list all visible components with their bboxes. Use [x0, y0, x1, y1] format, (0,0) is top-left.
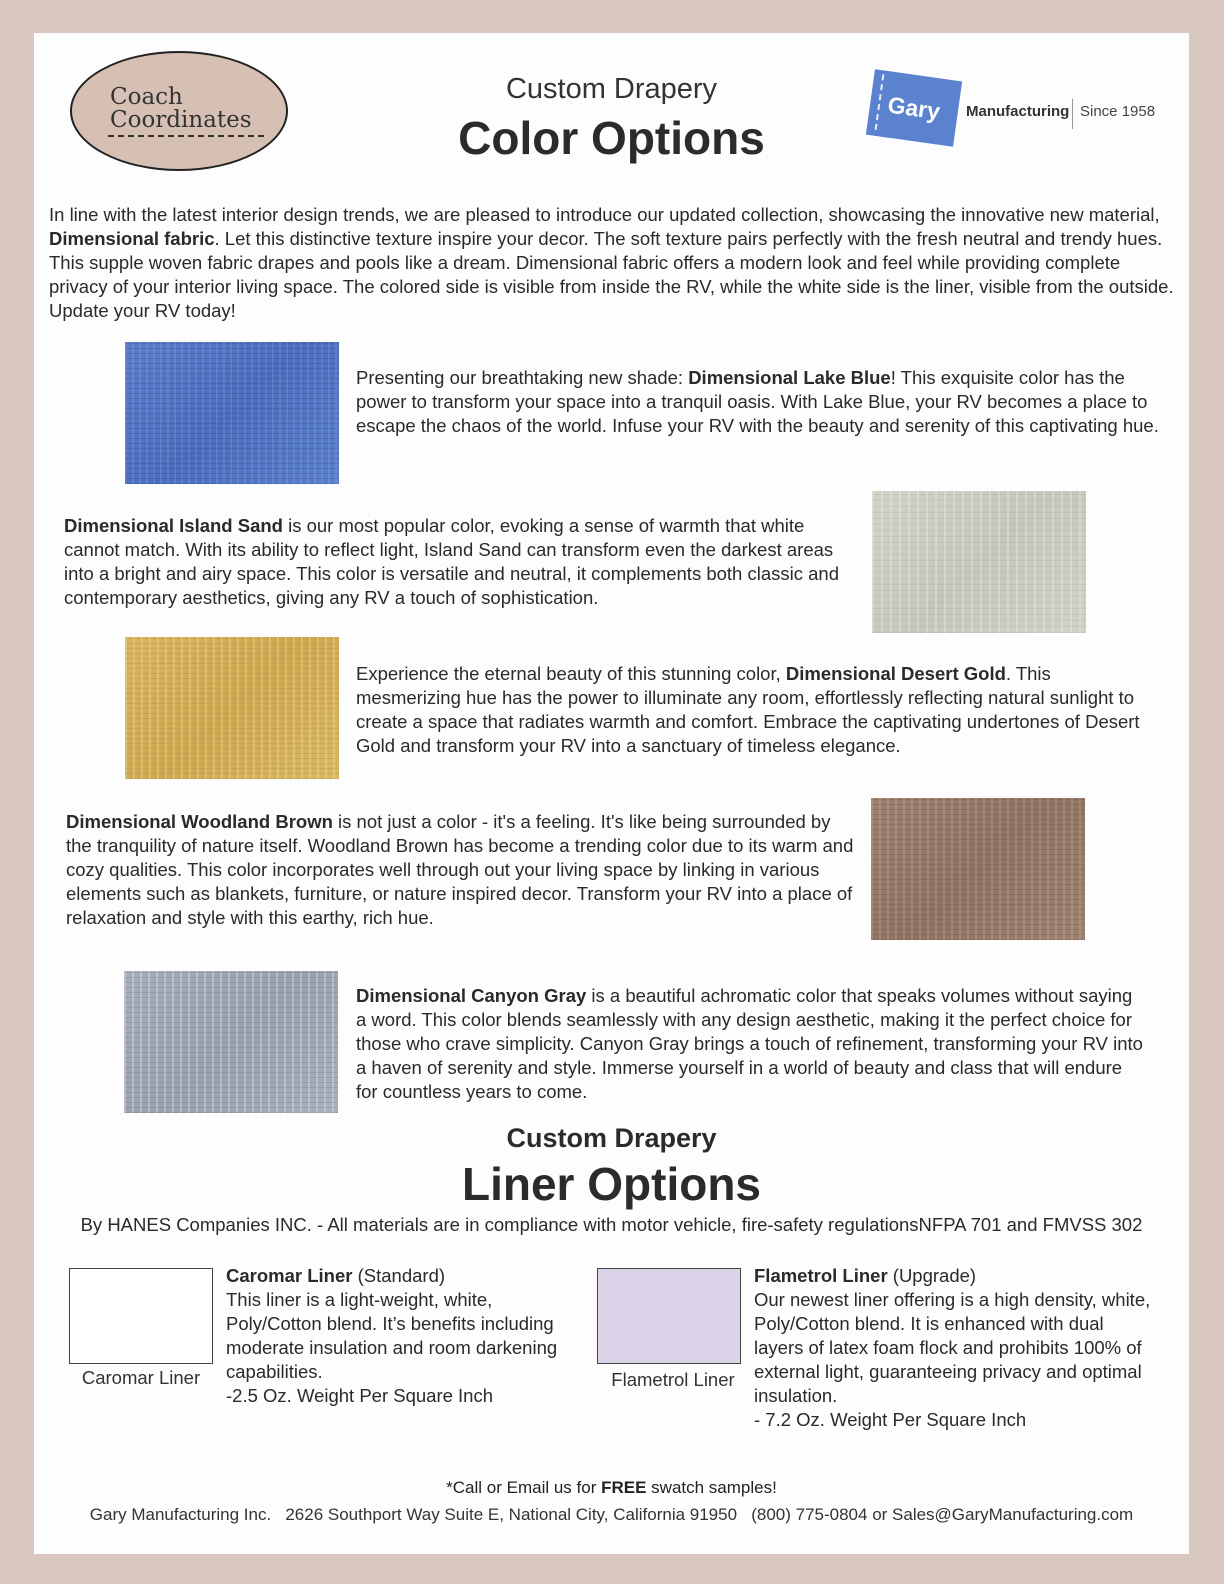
- footer-address: Gary Manufacturing Inc. 2626 Southport Way Suite E, National City, California 91950 (800) 775-0804 or Sales@GaryManufacturing.com: [89, 1505, 1134, 1524]
- liner-desc-text: Our newest liner offering is a high density, white, Poly/Cotton blend. It is enhanced with dual layers of latex foam flock and prohibits 100% of external light, guaranteeing privacy and optimal insulation.: [754, 1289, 1151, 1406]
- lake-blue-swatch: [125, 342, 339, 484]
- intro-paragraph: [49, 203, 1179, 323]
- intro-text-after: . Let this distinctive texture inspire your decor. The soft texture pairs perfectly with the fresh neutral and trendy hues. This supple woven fabric drapes and pools like a dream. Dimensional fabric offers a modern look and feel while providing complete privacy of your interior living space. The colored side is visible from inside the RV, while the white side is the liner, visible from the outside. Update your RV today!: [49, 228, 1174, 321]
- color-text: Presenting our breathtaking new shade:: [356, 367, 689, 388]
- caromar-liner-swatch: [69, 1268, 213, 1364]
- color-text: ! This exquisite color has the power to transform your space into a tranquil oasis. With Lake Blue, your RV becomes a place to escape the chaos of the world. Infuse your RV with the beauty and serenity of this captivating hue.: [356, 367, 1159, 436]
- caromar-liner-caption: Caromar Liner: [81, 1367, 201, 1388]
- flametrol-liner-swatch: [597, 1268, 741, 1364]
- logo-line-1: Coach: [110, 84, 183, 110]
- note-text: *Call or Email us for: [446, 1478, 602, 1497]
- flametrol-liner-description: [754, 1264, 1154, 1432]
- liner-heading: [754, 1264, 1154, 1288]
- gary-manufacturing-logo: [870, 75, 1170, 147]
- liner-weight: - 7.2 Oz. Weight Per Square Inch: [754, 1409, 1027, 1430]
- island-sand-description: [64, 514, 854, 610]
- liner-tier: (Standard): [352, 1265, 446, 1286]
- gary-logo-text: Gary: [886, 90, 942, 125]
- color-name: Dimensional Lake Blue: [688, 367, 891, 388]
- document-page: [34, 33, 1189, 1554]
- note-text: swatch samples!: [646, 1478, 777, 1497]
- page-title: Color Options: [458, 112, 765, 164]
- brand-word: Manufacturing: [966, 103, 1070, 120]
- liner-heading: [226, 1264, 591, 1288]
- compliance-note: By HANES Companies INC. - All materials are in compliance with motor vehicle, fire-safety regulationsNFPA 701 and FMVSS 302: [80, 1214, 1143, 1235]
- color-name: Dimensional Canyon Gray: [356, 985, 587, 1006]
- canyon-gray-description: [356, 984, 1146, 1104]
- color-name: Dimensional Woodland Brown: [66, 811, 333, 832]
- island-sand-swatch: [872, 491, 1086, 633]
- flametrol-liner-caption: Flametrol Liner: [611, 1369, 735, 1390]
- brand-divider: [1072, 99, 1073, 129]
- color-text: Experience the eternal beauty of this stunning color,: [356, 663, 786, 684]
- note-bold: FREE: [601, 1478, 647, 1497]
- gary-logo-box: [866, 69, 962, 147]
- liner-name: Flametrol Liner: [754, 1265, 888, 1286]
- free-swatch-note: [34, 1478, 1189, 1498]
- lake-blue-description: [356, 366, 1166, 438]
- canyon-gray-swatch: [124, 971, 338, 1113]
- desert-gold-description: [356, 662, 1146, 758]
- color-name: Dimensional Island Sand: [64, 515, 283, 536]
- intro-bold: Dimensional fabric: [49, 228, 215, 249]
- brand-since: Since 1958: [1080, 103, 1156, 120]
- liner-weight: -2.5 Oz. Weight Per Square Inch: [226, 1385, 494, 1406]
- liner-tier: (Upgrade): [887, 1265, 977, 1286]
- liner-title: Liner Options: [462, 1158, 761, 1210]
- page-subtitle: Custom Drapery: [505, 73, 718, 105]
- logo-line-2: Coordinates: [110, 107, 252, 133]
- color-text: . This mesmerizing hue has the power to illuminate any room, effortlessly reflecting natural sunlight to create a space that radiates warmth and comfort. Embrace the captivating undertones of Desert Gold and transform your RV into a sanctuary of timeless elegance.: [356, 663, 1140, 756]
- intro-text-before: In line with the latest interior design trends, we are pleased to introduce our updated collection, showcasing the innovative new material,: [49, 204, 1160, 225]
- color-text: is not just a color - it's a feeling. It's like being surrounded by the tranquility of nature itself. Woodland Brown has become a trending color due to its warm and cozy qualities. This color incorporates well through out your living space by linking in various elements such as blankets, furniture, or nature inspired decor. Transform your RV into a place of relaxation and style with this earthy, rich hue.: [66, 811, 854, 928]
- liner-desc-text: This liner is a light-weight, white, Poly/Cotton blend. It’s benefits including moderate insulation and room darkening capabilities.: [226, 1289, 558, 1382]
- desert-gold-swatch: [125, 637, 339, 779]
- color-text: is a beautiful achromatic color that speaks volumes without saying a word. This color blends seamlessly with any design aesthetic, making it the perfect choice for those who crave simplicity. Canyon Gray brings a touch of refinement, transforming your RV into a haven of serenity and style. Immerse yourself in a world of beauty and class that will endure for countless years to come.: [356, 985, 1143, 1102]
- caromar-liner-description: [226, 1264, 591, 1408]
- liner-subtitle: Custom Drapery: [506, 1123, 717, 1153]
- logo-stitch: [875, 74, 885, 130]
- color-text: is our most popular color, evoking a sense of warmth that white cannot match. With its ability to reflect light, Island Sand can transform even the darkest areas into a bright and airy space. This color is versatile and neutral, it complements both classic and contemporary aesthetics, giving any RV a touch of sophistication.: [64, 515, 839, 608]
- woodland-brown-swatch: [871, 798, 1085, 940]
- woodland-brown-description: [66, 810, 858, 930]
- color-name: Dimensional Desert Gold: [785, 663, 1006, 684]
- liner-name: Caromar Liner: [226, 1265, 353, 1286]
